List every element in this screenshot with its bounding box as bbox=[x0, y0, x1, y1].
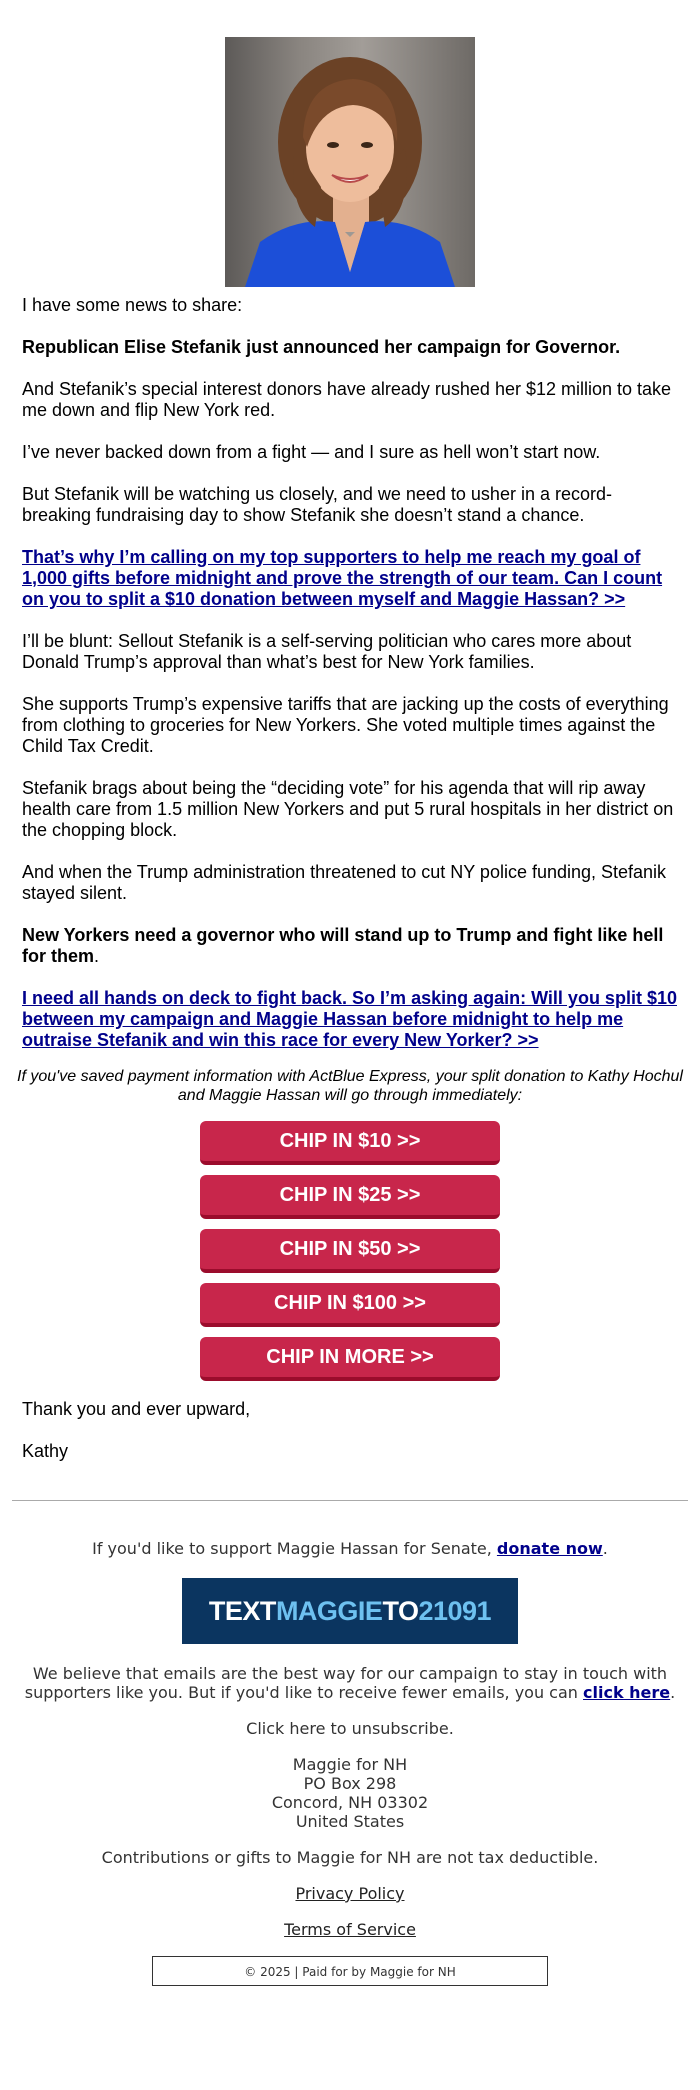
paragraph: And Stefanik’s special interest donors have already rushed her $12 million to take me down and flip New York red. bbox=[22, 379, 672, 420]
donation-link-paragraph bbox=[22, 547, 678, 610]
donation-link-2[interactable]: I need all hands on deck to fight back. So I’m asking again: Will you split $10 between my campaign and Maggie Hassan before midnight to help me outraise Stefanik and win this race for every New Yorker? >> bbox=[22, 988, 677, 1050]
paid-for-box: © 2025 | Paid for by Maggie for NH bbox=[152, 1956, 548, 1986]
signature-name: Kathy bbox=[22, 1441, 69, 1461]
footer-divider bbox=[12, 1500, 688, 1501]
chip-in-100-button[interactable]: CHIP IN $100 >> bbox=[200, 1283, 500, 1327]
text-maggie-banner[interactable] bbox=[182, 1578, 518, 1644]
banner-text: TEXT bbox=[208, 1595, 276, 1626]
chip-in-50-button[interactable]: CHIP IN $50 >> bbox=[200, 1229, 500, 1273]
privacy-row bbox=[0, 1884, 700, 1903]
portrait-illustration bbox=[225, 37, 475, 287]
paragraph: She supports Trump’s expensive tariffs that are jacking up the costs of everything from clothing to groceries for New Yorkers. She voted multiple times against the Child Tax Credit. bbox=[22, 694, 669, 756]
actblue-note: If you've saved payment information with ActBlue Express, your split donation to Kathy Hochul and Maggie Hassan will go through immediately: bbox=[17, 1068, 683, 1104]
paragraph: And when the Trump administration threatened to cut NY police funding, Stefanik stayed silent. bbox=[22, 862, 667, 903]
terms-of-service-link[interactable]: Terms of Service bbox=[284, 1920, 416, 1939]
support-text: If you'd like to support Maggie Hassan for Senate, bbox=[92, 1539, 497, 1558]
banner-text: TO bbox=[382, 1595, 419, 1626]
address-line: PO Box 298 bbox=[303, 1774, 397, 1793]
donation-buttons bbox=[0, 1121, 700, 1381]
paragraph: I have some news to share: bbox=[22, 295, 243, 315]
email-body bbox=[0, 287, 700, 1051]
email-container bbox=[0, 37, 700, 1986]
privacy-policy-link[interactable]: Privacy Policy bbox=[295, 1884, 405, 1903]
bold-statement: New Yorkers need a governor who will stand up to Trump and fight like hell for them bbox=[22, 925, 664, 966]
support-line bbox=[0, 1539, 700, 1558]
paragraph: I’ll be blunt: Sellout Stefanik is a self-serving politician who cares more about Donald Trump’s approval than what’s best for New York families. bbox=[22, 631, 632, 672]
closing-line: Thank you and ever upward, bbox=[22, 1399, 251, 1419]
chip-in-10-button[interactable]: CHIP IN $10 >> bbox=[200, 1121, 500, 1165]
donate-now-link[interactable]: donate now bbox=[496, 1539, 603, 1558]
donation-link-paragraph bbox=[22, 988, 678, 1051]
email-preferences bbox=[14, 1664, 686, 1702]
chip-in-25-button[interactable]: CHIP IN $25 >> bbox=[200, 1175, 500, 1219]
punctuation: . bbox=[602, 1539, 608, 1558]
banner-keyword: MAGGIE bbox=[275, 1595, 383, 1626]
fewer-emails-link[interactable]: click here bbox=[583, 1683, 671, 1702]
terms-row bbox=[0, 1920, 700, 1939]
donation-link-1[interactable]: That’s why I’m calling on my top supporters to help me reach my goal of 1,000 gifts before midnight and prove the strength of our team. Can I count on you to split a $10 donation between myself and Maggie Hassan? >> bbox=[22, 547, 663, 609]
chip-in-more-button[interactable]: CHIP IN MORE >> bbox=[200, 1337, 500, 1381]
signoff bbox=[0, 1381, 700, 1462]
footer bbox=[0, 1539, 700, 1986]
address-line: United States bbox=[295, 1812, 405, 1831]
banner-shortcode: 21091 bbox=[418, 1595, 492, 1626]
mailing-address bbox=[0, 1755, 700, 1831]
paragraph: I’ve never backed down from a fight — and I sure as hell won’t start now. bbox=[22, 442, 601, 462]
paragraph: Stefanik brags about being the “deciding vote” for his agenda that will rip away health care from 1.5 million New Yorkers and put 5 rural hospitals in her district on the chopping block. bbox=[22, 778, 674, 840]
address-line: Concord, NH 03302 bbox=[271, 1793, 429, 1812]
address-line: Maggie for NH bbox=[292, 1755, 408, 1774]
punctuation: . bbox=[670, 1683, 676, 1702]
headline-paragraph: Republican Elise Stefanik just announced her campaign for Governor. bbox=[22, 337, 621, 357]
preferences-text: We believe that emails are the best way for our campaign to stay in touch with supporters like you. But if you'd like to receive fewer emails, you can bbox=[24, 1664, 668, 1702]
tax-disclaimer: Contributions or gifts to Maggie for NH are not tax deductible. bbox=[101, 1848, 599, 1867]
paragraph: But Stefanik will be watching us closely, and we need to usher in a record-breaking fundraising day to show Stefanik she doesn’t stand a chance. bbox=[22, 484, 612, 525]
punctuation: . bbox=[94, 946, 100, 966]
portrait-image bbox=[225, 37, 475, 287]
paragraph bbox=[22, 925, 678, 967]
unsubscribe-link[interactable]: Click here to unsubscribe. bbox=[246, 1719, 454, 1738]
